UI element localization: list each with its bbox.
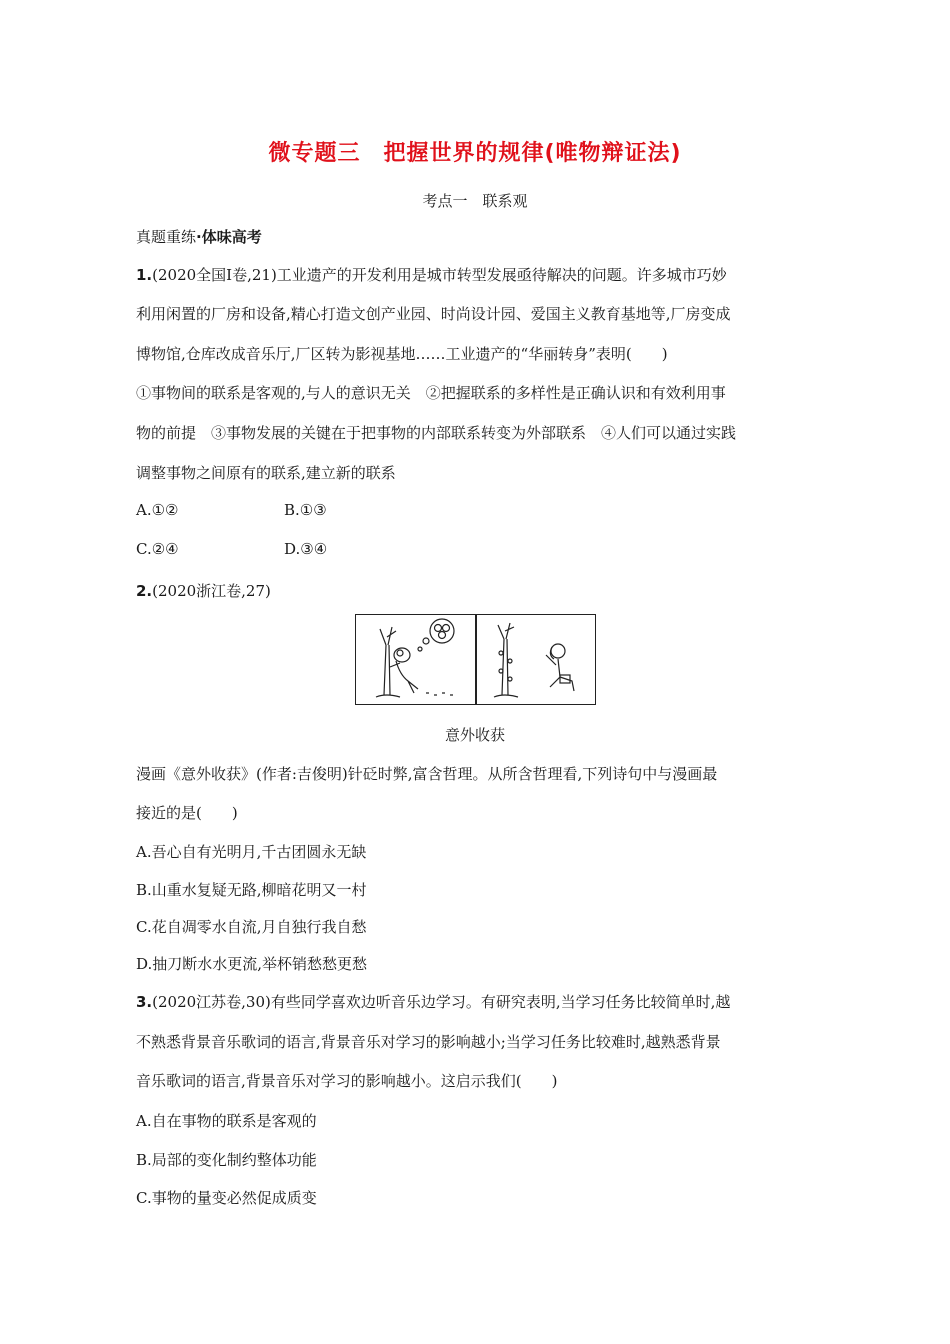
question-2-line-2: 接近的是( ): [136, 804, 238, 822]
q1-option-c: C.②④: [136, 540, 179, 558]
q2-option-c: C.花自凋零水自流,月自独行我自愁: [136, 918, 367, 936]
section-dot: ·: [196, 228, 202, 246]
question-number: 2.: [136, 582, 153, 600]
question-1-line-2: 利用闲置的厂房和设备,精心打造文创产业园、时尚设计园、爱国主义教育基地等,厂房变成: [136, 305, 731, 323]
section-name: 体味高考: [201, 228, 262, 246]
cartoon-image: [355, 614, 596, 705]
question-text: (2020江苏卷,30)有些同学喜欢边听音乐边学习。有研究表明,当学习任务比较简单时,越: [152, 993, 731, 1011]
q1-option-a: A.①②: [136, 501, 179, 519]
page-title: 微专题三 把握世界的规律(唯物辩证法): [268, 141, 682, 166]
panel-divider: [475, 615, 477, 704]
question-number: 3.: [136, 993, 153, 1011]
q2-option-b: B.山重水复疑无路,柳暗花明又一村: [136, 881, 367, 899]
question-3-line-1: [136, 991, 730, 1012]
q3-option-b: B.局部的变化制约整体功能: [136, 1151, 317, 1169]
section-prefix: 真题重练: [136, 228, 197, 246]
question-1-line-1: [136, 264, 727, 285]
question-2-line-1: 漫画《意外收获》(作者:吉俊明)针砭时弊,富含哲理。从所含哲理看,下列诗句中与漫画最: [136, 765, 718, 783]
q2-option-a: A.吾心自有光明月,千古团圆永无缺: [136, 843, 367, 861]
question-number: 1.: [136, 266, 153, 284]
q1-option-d: D.③④: [284, 540, 328, 558]
question-2-header: [136, 580, 271, 601]
question-1-line-4: ①事物间的联系是客观的,与人的意识无关 ②把握联系的多样性是正确认识和有效利用事: [136, 384, 726, 402]
cartoon-caption: 意外收获: [444, 726, 505, 744]
question-3-line-2: 不熟悉背景音乐歌词的语言,背景音乐对学习的影响越小;当学习任务比较难时,越熟悉背景: [136, 1033, 721, 1051]
question-1-line-6: 调整事物之间原有的联系,建立新的联系: [136, 464, 396, 482]
q3-option-a: A.自在事物的联系是客观的: [136, 1112, 317, 1130]
section-heading: [136, 226, 262, 247]
section-subtitle: 考点一 联系观: [422, 192, 528, 210]
q1-option-b: B.①③: [284, 501, 327, 519]
question-3-line-3: 音乐歌词的语言,背景音乐对学习的影响越小。这启示我们( ): [136, 1072, 558, 1090]
question-source: (2020浙江卷,27): [152, 582, 271, 600]
question-1-line-5: 物的前提 ③事物发展的关键在于把事物的内部联系转变为外部联系 ④人们可以通过实践: [136, 424, 737, 442]
q3-option-c: C.事物的量变必然促成质变: [136, 1189, 317, 1207]
question-text: (2020全国Ⅰ卷,21)工业遗产的开发利用是城市转型发展亟待解决的问题。许多城市巧妙: [152, 266, 727, 284]
question-1-line-3: 博物馆,仓库改成音乐厅,厂区转为影视基地……工业遗产的“华丽转身”表明( ): [136, 345, 668, 363]
q2-option-d: D.抽刀断水水更流,举杯销愁愁更愁: [136, 955, 368, 973]
